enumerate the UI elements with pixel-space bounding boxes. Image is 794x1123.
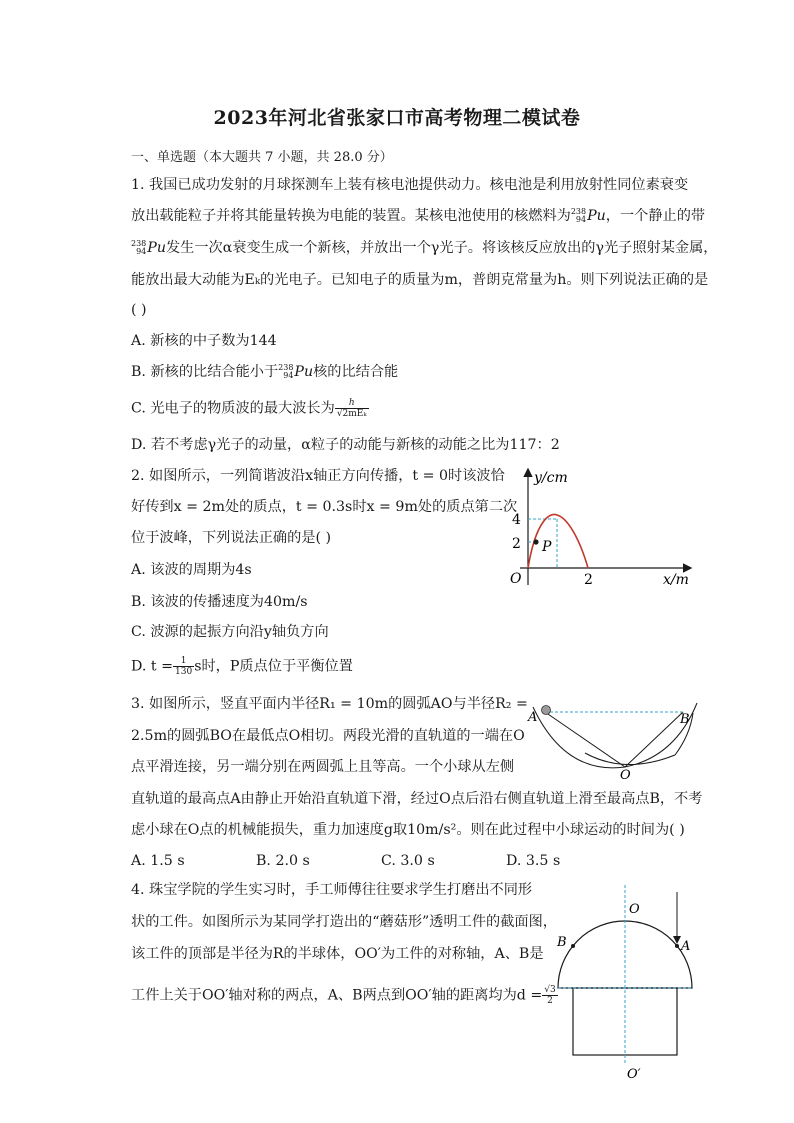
q4-line-4 bbox=[131, 985, 558, 1006]
q1-option-c bbox=[131, 398, 369, 419]
q4-point-a bbox=[675, 944, 679, 948]
nuclide-symbol: Pu bbox=[587, 208, 606, 224]
q1-option-b-b: 核的比结合能 bbox=[313, 364, 399, 380]
q1-line-3 bbox=[131, 238, 717, 258]
q4-label-a: A bbox=[681, 939, 691, 954]
frac-num: h bbox=[335, 398, 369, 409]
q3-line-3: 点平滑连接，另一端分别在两圆弧上且等高。一个小球从左侧 bbox=[131, 759, 515, 775]
nuclide-symbol-2: Pu bbox=[147, 240, 166, 256]
q1-line-5: ( ) bbox=[131, 302, 147, 318]
q4-point-b bbox=[571, 944, 575, 948]
nuclide-mass-3: 238 bbox=[278, 363, 294, 372]
q4-label-o: O bbox=[629, 902, 640, 917]
q3-label-o: O bbox=[620, 768, 631, 780]
section-header: 一、单选题（本大题共 7 小题，共 28.0 分） bbox=[131, 150, 393, 165]
q3-arc-figure bbox=[525, 695, 700, 780]
q1-line-4: 能放出最大动能为Eₖ的光电子。已知电子的质量为m，普朗克常量为h。则下列说法正确的是 bbox=[131, 272, 709, 288]
q3-arc-bo bbox=[585, 713, 693, 765]
q2-origin: O bbox=[510, 571, 522, 587]
q3-line-2: 2.5m的圆弧BO在最低点O相切。两段光滑的直轨道的一端在O bbox=[131, 728, 525, 744]
nuclide-mass-2: 238 bbox=[131, 239, 147, 248]
q4-mushroom-figure bbox=[550, 880, 700, 1080]
q2-line-2: 好传到x = 2m处的质点，t = 0.3s时x = 9m处的质点第二次 bbox=[131, 499, 518, 515]
q1-option-c-a: C. 光电子的物质波的最大波长为 bbox=[131, 400, 335, 417]
q2-line-3: 位于波峰，下列说法正确的是( ) bbox=[131, 530, 332, 546]
q1-line-1: 1. 我国已成功发射的月球探测车上装有核电池提供动力。核电池是利用放射性同位素衰变 bbox=[131, 177, 689, 193]
q4-line-3: 该工件的顶部是半径为R的半球体，OO′为工件的对称轴，A、B是 bbox=[131, 946, 544, 962]
q3-option-b: B. 2.0 s bbox=[256, 853, 310, 869]
nuclide-symbol-3: Pu bbox=[294, 364, 314, 380]
page-title: 2023年河北省张家口市高考物理二模试卷 bbox=[213, 107, 581, 129]
q1-nuclide bbox=[571, 206, 606, 226]
q4-line-2: 状的工件。如图所示为某同学打造出的“蘑菇形”透明工件的截面图， bbox=[131, 914, 557, 930]
q3-option-d: D. 3.5 s bbox=[506, 853, 561, 869]
q2-option-a: A. 该波的周期为4s bbox=[131, 562, 252, 578]
q3-option-a: A. 1.5 s bbox=[131, 853, 185, 869]
q2-wave-figure bbox=[500, 460, 700, 595]
q3-label-a: A bbox=[528, 710, 538, 725]
q4-label-b: B bbox=[557, 935, 567, 950]
q2-y2: 2 bbox=[512, 536, 521, 552]
q1-nuclide-2 bbox=[131, 238, 166, 258]
q3-ball bbox=[542, 706, 551, 715]
q1-line-3b: 发生一次α衰变生成一个新核，并放出一个γ光子。将该核反应放出的γ光子照射某金属， bbox=[165, 240, 718, 256]
q1-option-d: D. 若不考虑γ光子的动量，α粒子的动能与新核的动能之比为117：2 bbox=[131, 437, 560, 453]
q2-option-d bbox=[131, 656, 353, 677]
q1-line-2 bbox=[131, 206, 705, 226]
q1-line-2a: 放出载能粒子并将其能量转换为电能的装置。某核电池使用的核燃料为 bbox=[131, 208, 571, 224]
q1-option-b bbox=[131, 362, 398, 382]
frac-den-3: 2 bbox=[547, 996, 553, 1006]
q4-line-1: 4. 珠宝学院的学生实习时，手工师傅往往要求学生打磨出不同形 bbox=[131, 882, 533, 898]
q2-option-d-a: D. t = bbox=[131, 658, 173, 675]
frac-den-2: 130 bbox=[175, 667, 193, 677]
q2-option-c: C. 波源的起振方向沿y轴负方向 bbox=[131, 624, 329, 640]
q3-track-left bbox=[545, 712, 625, 767]
q2-line-1: 2. 如图所示，一列简谐波沿x轴正方向传播，t = 0时该波恰 bbox=[131, 468, 505, 484]
q3-arc-ao bbox=[533, 703, 697, 768]
nuclide-charge-2: 94 bbox=[136, 247, 147, 256]
q1-option-a: A. 新核的中子数为144 bbox=[131, 333, 277, 349]
q2-y4: 4 bbox=[512, 512, 521, 528]
q2-xlabel: x/m bbox=[663, 572, 689, 588]
q1-line-2b: ，一个静止的带 bbox=[605, 208, 706, 224]
q2-option-b: B. 该波的传播速度为40m/s bbox=[131, 594, 308, 610]
q2-point-p bbox=[533, 539, 538, 544]
q2-option-d-b: s时，P质点位于平衡位置 bbox=[194, 658, 353, 675]
q2-x2: 2 bbox=[584, 572, 593, 588]
q3-label-b: B bbox=[680, 712, 690, 727]
nuclide-mass: 238 bbox=[570, 207, 587, 216]
nuclide-charge-3: 94 bbox=[283, 371, 294, 380]
q4-label-oprime: O′ bbox=[627, 1067, 641, 1080]
frac-den: √2mEₖ bbox=[336, 409, 367, 419]
nuclide-charge: 94 bbox=[575, 215, 587, 224]
q2-option-d-fraction bbox=[173, 656, 194, 677]
frac-num-2: 1 bbox=[173, 656, 194, 667]
q3-line-5: 虑小球在O点的机械能损失，重力加速度g取10m/s²。则在此过程中小球运动的时间为( ) bbox=[131, 822, 685, 838]
frac-num-3: √3 bbox=[544, 985, 556, 995]
q2-ylabel: y/cm bbox=[534, 470, 568, 486]
q3-options bbox=[131, 851, 560, 871]
q3-line-1: 3. 如图所示，竖直平面内半径R₁ = 10m的圆弧AO与半径R₂ = bbox=[131, 696, 528, 712]
q4-line-4a: 工件上关于OO′轴对称的两点，A、B两点到OO′轴的距离均为d = bbox=[131, 987, 543, 1004]
q1-option-c-fraction bbox=[335, 398, 369, 419]
q1-option-b-a: B. 新核的比结合能小于 bbox=[131, 364, 279, 380]
q2-p-label: P bbox=[542, 539, 552, 555]
q1-nuclide-3 bbox=[278, 362, 313, 382]
q3-line-4: 直轨道的最高点A由静止开始沿直轨道下滑，经过O点后沿右侧直轨道上滑至最高点B，不考 bbox=[131, 791, 703, 807]
q3-option-c: C. 3.0 s bbox=[381, 853, 435, 869]
